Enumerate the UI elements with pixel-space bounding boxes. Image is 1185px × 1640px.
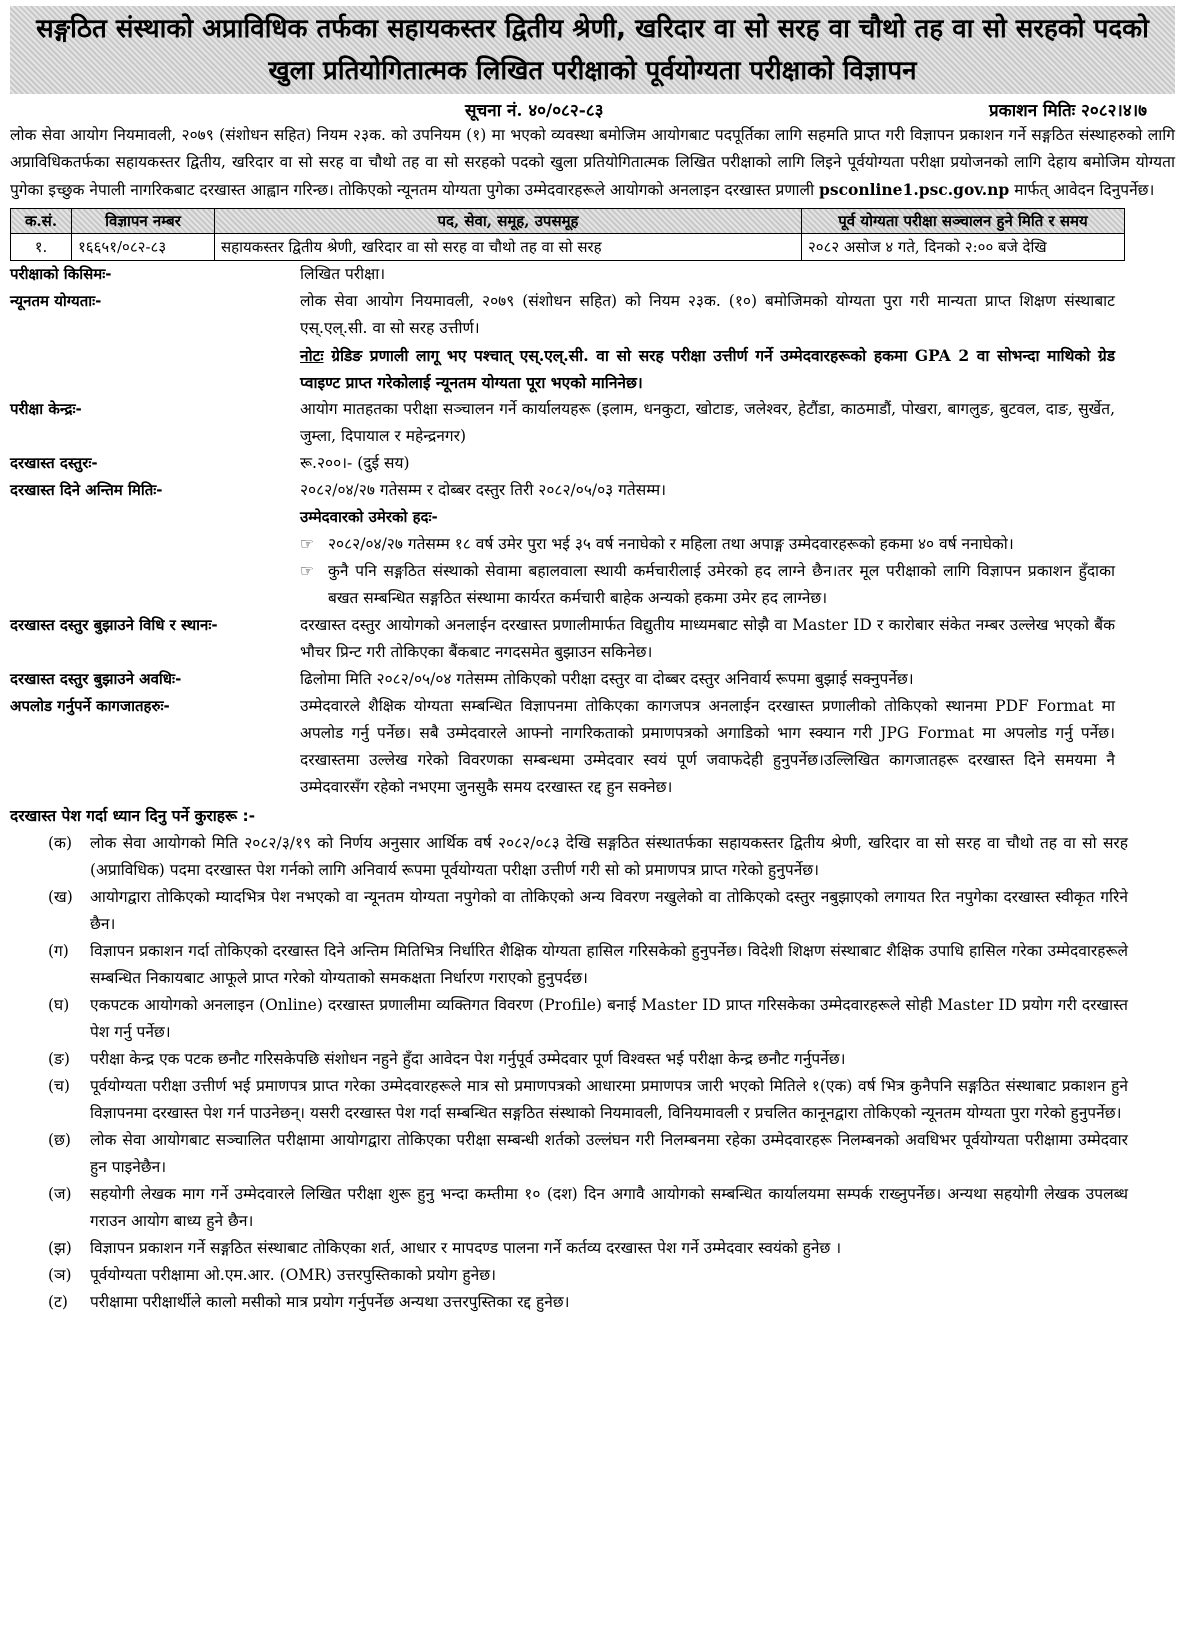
instruction-text: एकपटक आयोगको अनलाइन (Online) दरखास्त प्रणालीमा व्यक्तिगत विवरण (Profile) बनाई Master ID प्राप्त गरिसकेका उम्मेदवारहरूले सोही Master ID प्रयोग गरी दरखास्त पेश गर्नु पर्नेछ।	[90, 996, 1128, 1041]
title-line-2: खुला प्रतियोगितात्मक लिखित परीक्षाको पूर्वयोग्यता परीक्षाको विज्ञापन	[268, 56, 917, 86]
list-item	[48, 1046, 1128, 1073]
cell-exam-date: २०८२ असोज ४ गते, दिनको २:०० बजे देखि	[802, 234, 1125, 261]
instruction-key: (ग)	[48, 942, 69, 960]
col-header-adv-no: विज्ञापन नम्बर	[72, 209, 215, 234]
application-site-link[interactable]: psconline1.psc.gov.np	[819, 180, 1010, 199]
instruction-key: (ञ)	[48, 1266, 72, 1284]
fee-row	[10, 450, 1175, 477]
grading-note	[300, 342, 1115, 396]
publish-date: प्रकाशन मितिः २०८२।४।७	[989, 101, 1147, 121]
instruction-key: (घ)	[48, 996, 70, 1014]
pointing-hand-icon: ☞	[300, 535, 314, 553]
instructions-title: दरखास्त पेश गर्दा ध्यान दिनु पर्ने कुराहरू :-	[10, 807, 256, 825]
col-header-exam-date: पूर्व योग्यता परीक्षा सञ्चालन हुने मिति र समय	[802, 209, 1125, 234]
cell-post: सहायकस्तर द्वितीय श्रेणी, खरिदार वा सो सरह वा चौथो तह वा सो सरह	[215, 234, 802, 261]
instruction-text: विज्ञापन प्रकाशन गर्ने सङ्गठित संस्थाबाट तोकिएका शर्त, आधार र मापदण्ड पालना गर्ने कर्तव्य दरखास्त पेश गर्ने उम्मेदवार स्वयंको हुनेछ ।	[90, 1239, 842, 1257]
advertisement-table	[10, 208, 1125, 261]
instruction-text: आयोगद्वारा तोकिएको म्यादभित्र पेश नभएको वा न्यूनतम योग्यता नपुगेको वा तोकिएको अन्य विवरण नखुलेको वा तोकिएको दस्तुर नबुझाएको लगायत रित नपुगेका दरखास्त स्वीकृत गरिने छैन।	[90, 888, 1128, 933]
exam-type-row	[10, 261, 1175, 288]
instruction-text: परीक्षा केन्द्र एक पटक छनौट गरिसकेपछि संशोधन नहुने हुँदा आवेदन पेश गर्नुपूर्व उम्मेदवार पूर्ण विश्वस्त भई परीक्षा केन्द्र छनौट गर्नुपर्नेछ।	[90, 1050, 846, 1068]
list-item	[48, 1127, 1128, 1181]
list-item	[300, 558, 1115, 612]
list-item	[48, 1262, 1128, 1289]
instruction-key: (ङ)	[48, 1050, 70, 1068]
instruction-text: लोक सेवा आयोगको मिति २०८२/३/१९ को निर्णय अनुसार आर्थिक वर्ष २०८२/०८३ देखि सङ्गठित संस्थातर्फका सहायकस्तर द्वितीय श्रेणी, खरिदार वा सो सरह वा चौथो तह वा सो सरह (अप्राविधिक) पदमा दरखास्त पेश गर्नको लागि अनिवार्य रूपमा पूर्वयोग्यता परीक्षा उत्तीर्ण गरी सो को प्रमाणपत्र प्राप्त गरेको हुनुपर्नेछ।	[90, 834, 1128, 879]
age-bullet-text: २०८२/०४/२७ गतेसम्म १८ वर्ष उमेर पुरा भई ३५ वर्ष ननाघेको र महिला तथा अपाङ्ग उम्मेदवारहरूको हकमा ४० वर्ष ननाघेको।	[328, 535, 1014, 553]
instruction-text: लोक सेवा आयोगबाट सञ्चालित परीक्षामा आयोगद्वारा तोकिएका परीक्षा सम्बन्धी शर्तको उल्लंघन गरी निलम्बनमा रहेका उम्मेदवारहरू निलम्बनको अवधिभर पूर्वयोग्यता परीक्षामा उम्मेदवार हुन पाइनेछैन।	[90, 1131, 1128, 1176]
notice-number: सूचना नं. ४०/०८२-८३	[465, 101, 604, 121]
instruction-text: सहयोगी लेखक माग गर्ने उम्मेदवारले लिखित परीक्षा शुरू हुनु भन्दा कम्तीमा १० (दश) दिन अगावै आयोगको सम्बन्धित कार्यालयमा सम्पर्क राख्नुपर्नेछ। अन्यथा सहयोगी लेखक उपलब्ध गराउन आयोग बाध्य हुने छैन।	[90, 1185, 1128, 1230]
payment-method-row	[10, 612, 1175, 666]
table-row	[11, 234, 1125, 261]
exam-type-label: परीक्षाको किसिमः-	[10, 265, 112, 283]
upload-docs-row	[10, 693, 1175, 801]
min-qualification-value: लोक सेवा आयोग नियमावली, २०७९ (संशोधन सहित) को नियम २३क. (१०) बमोजिमको योग्यता पुरा गरी मान्यता प्राप्त शिक्षण संस्थाबाट एस्.एल्.सी. वा सो सरह उत्तीर्ण।	[300, 292, 1115, 337]
notice-meta	[10, 94, 1175, 120]
instruction-key: (च)	[48, 1077, 70, 1095]
pointing-hand-icon: ☞	[300, 562, 314, 580]
cell-adv-no: १६६५१/०८२-८३	[72, 234, 215, 261]
exam-center-value: आयोग मातहतका परीक्षा सञ्चालन गर्ने कार्यालयहरू (इलाम, धनकुटा, खोटाङ, जलेश्वर, हेटौंडा, काठमाडौं, पोखरा, बागलुङ, बुटवल, दाङ, सुर्खेत, जुम्ला, दिपायाल र महेन्द्रनगर)	[300, 400, 1115, 445]
deadline-row	[10, 477, 1175, 612]
instruction-key: (क)	[48, 834, 72, 852]
list-item	[48, 992, 1128, 1046]
min-qualification-block	[300, 288, 1115, 396]
col-header-post: पद, सेवा, समूह, उपसमूह	[215, 209, 802, 234]
age-limit-heading: उम्मेदवारको उमेरको हदः-	[300, 508, 438, 526]
payment-period-row	[10, 666, 1175, 693]
cell-sn: १.	[11, 234, 72, 261]
min-qualification-label: न्यूनतम योग्यताः-	[10, 292, 102, 310]
notice-title	[10, 6, 1175, 94]
payment-method-label: दरखास्त दस्तुर बुझाउने विधि र स्थानः-	[10, 616, 218, 634]
list-item	[48, 884, 1128, 938]
instruction-key: (ट)	[48, 1293, 68, 1311]
upload-docs-label: अपलोड गर्नुपर्ने कागजातहरुः-	[10, 697, 170, 715]
list-item	[48, 1181, 1128, 1235]
list-item	[48, 1073, 1128, 1127]
instruction-key: (झ)	[48, 1239, 72, 1257]
col-header-sn: क.सं.	[11, 209, 72, 234]
payment-period-label: दरखास्त दस्तुर बुझाउने अवधिः-	[10, 670, 182, 688]
list-item	[300, 531, 1115, 558]
instruction-text: पूर्वयोग्यता परीक्षामा ओ.एम.आर. (OMR) उत्तरपुस्तिकाको प्रयोग हुनेछ।	[90, 1266, 496, 1284]
exam-center-row	[10, 396, 1175, 450]
payment-period-value: ढिलोमा मिति २०८२/०५/०४ गतेसम्म तोकिएको परीक्षा दस्तुर वा दोब्बर दस्तुर अनिवार्य रूपमा बुझाई सक्नुपर्नेछ।	[300, 670, 914, 688]
list-item	[48, 830, 1128, 884]
list-item	[48, 1289, 1128, 1316]
instruction-key: (ख)	[48, 888, 73, 906]
deadline-label: दरखास्त दिने अन्तिम मितिः-	[10, 481, 163, 499]
payment-method-value: दरखास्त दस्तुर आयोगको अनलाईन दरखास्त प्रणालीमार्फत विद्युतीय माध्यमबाट सोझै वा Master ID र कारोबार संकेत नम्बर उल्लेख भएको बैंक भौचर प्रिन्ट गरी तोकिएका बैंकबाट नगदसमेत बुझाउन सकिनेछ।	[300, 616, 1115, 661]
fee-value: रू.२००।- (दुई सय)	[300, 454, 410, 472]
instruction-text: परीक्षामा परीक्षार्थीले कालो मसीको मात्र प्रयोग गर्नुपर्नेछ अन्यथा उत्तरपुस्तिका रद्द हुनेछ।	[90, 1293, 570, 1311]
instruction-text: विज्ञापन प्रकाशन गर्दा तोकिएको दरखास्त दिने अन्तिम मितिभित्र निर्धारित शैक्षिक योग्यता हासिल गरिसकेको हुनुपर्नेछ। विदेशी शिक्षण संस्थाबाट शैक्षिक उपाधि हासिल गरेका उम्मेदवारहरूले सम्बन्धित निकायबाट आफूले प्राप्त गरेको योग्यताको समकक्षता निर्धारण गराएको हुनुपर्दछ।	[90, 942, 1128, 987]
age-bullet-text: कुनै पनि सङ्गठित संस्थाको सेवामा बहालवाला स्थायी कर्मचारीलाई उमेरको हद लाग्ने छैन।तर मूल परीक्षाको लागि विज्ञापन प्रकाशन हुँदाका बखत सम्बन्धित सङ्गठित संस्थामा कार्यरत कर्मचारी बाहेक अन्यको हकमा उमेर हद लाग्नेछ।	[328, 562, 1115, 607]
instruction-key: (ज)	[48, 1185, 72, 1203]
table-header-row	[11, 209, 1125, 234]
intro-tail: मार्फत् आवेदन दिनुपर्नेछ।	[1014, 181, 1155, 199]
instruction-text: पूर्वयोग्यता परीक्षा उत्तीर्ण भई प्रमाणपत्र प्राप्त गरेका उम्मेदवारहरूले मात्र सो प्रमाणपत्रको आधारमा प्रमाणपत्र जारी भएको मितिले १(एक) वर्ष भित्र कुनैपनि सङ्गठित संस्थाबाट प्रकाशन हुने विज्ञापनमा दरखास्त पेश गर्न पाउनेछन्। यसरी दरखास्त पेश गर्दा सम्बन्धित सङ्गठित संस्थाको नियमावली, विनियमावली र प्रचलित कानूनद्वारा तोकिएको न्यूनतम योग्यता पुरा गरेको हुनुपर्नेछ।	[90, 1077, 1128, 1122]
list-item	[48, 1235, 1128, 1262]
exam-center-label: परीक्षा केन्द्रः-	[10, 400, 82, 418]
exam-type-value: लिखित परीक्षा।	[300, 265, 386, 283]
notice-page	[10, 6, 1175, 1316]
min-qualification-row	[10, 288, 1175, 396]
intro-text: लोक सेवा आयोग नियमावली, २०७९ (संशोधन सहित) नियम २३क. को उपनियम (१) मा भएको व्यवस्था बमोजिम आयोगबाट पदपूर्तिका लागि सहमति प्राप्त गरी विज्ञापन प्रकाशन गर्ने सङ्गठित संस्थाहरुको लागि अप्राविधिकतर्फका सहायकस्तर द्वितीय, खरिदार वा सो सरह वा चौथो तह वा सो सरहको पदको खुला प्रतियोगितात्मक लिखित परीक्षाको लागि लिइने पूर्वयोग्यता परीक्षा प्रयोजनको लागि देहाय बमोजिम योग्यता पुगेका इच्छुक नेपाली नागरिकबाट दरखास्त आह्वान गरिन्छ। तोकिएको न्यूनतम योग्यता पुगेका उम्मेदवारहरूले आयोगको अनलाइन दरखास्त प्रणाली	[10, 126, 1175, 199]
deadline-block	[300, 477, 1115, 612]
note-label: नोटः	[300, 346, 324, 365]
note-text: ग्रेडिङ प्रणाली लागू भए पश्चात् एस्.एल्.सी. वा सो सरह परीक्षा उत्तीर्ण गर्ने उम्मेदवारहरूको हकमा GPA 2 वा सोभन्दा माथिको ग्रेड प्वाइण्ट प्राप्त गरेकोलाई न्यूनतम योग्यता पूरा भएको मानिनेछ।	[300, 346, 1115, 392]
list-item	[48, 938, 1128, 992]
fee-label: दरखास्त दस्तुरः-	[10, 454, 98, 472]
upload-docs-value: उम्मेदवारले शैक्षिक योग्यता सम्बन्धित विज्ञापनमा तोकिएका कागजपत्र अनलाईन दरखास्त प्रणालीको तोकिएको स्थानमा PDF Format मा अपलोड गर्नु पर्नेछ। सबै उम्मेदवारले आफ्नो नागरिकताको प्रमाणपत्रको अगाडिको भाग स्क्यान गरी JPG Format मा अपलोड गर्नु पर्नेछ। दरखास्तमा उल्लेख गरेको विवरणका सम्बन्धमा उम्मेदवार स्वयं पूर्ण जवाफदेही हुनुपर्नेछ।उल्लिखित कागजातहरू दरखास्त दिने समयमा नै उम्मेदवारसँग रहेको नभएमा जुनसुकै समय दरखास्त रद्द हुन सक्नेछ।	[300, 697, 1115, 796]
title-line-1: सङ्गठित संस्थाको अप्राविधिक तर्फका सहायकस्तर द्वितीय श्रेणी, खरिदार वा सो सरह वा चौथो तह वा सो सरहको पदको	[36, 14, 1149, 44]
deadline-value: २०८२/०४/२७ गतेसम्म र दोब्बर दस्तुर तिरी २०८२/०५/०३ गतेसम्म।	[300, 481, 666, 499]
intro-paragraph	[10, 122, 1175, 204]
instruction-key: (छ)	[48, 1131, 71, 1149]
